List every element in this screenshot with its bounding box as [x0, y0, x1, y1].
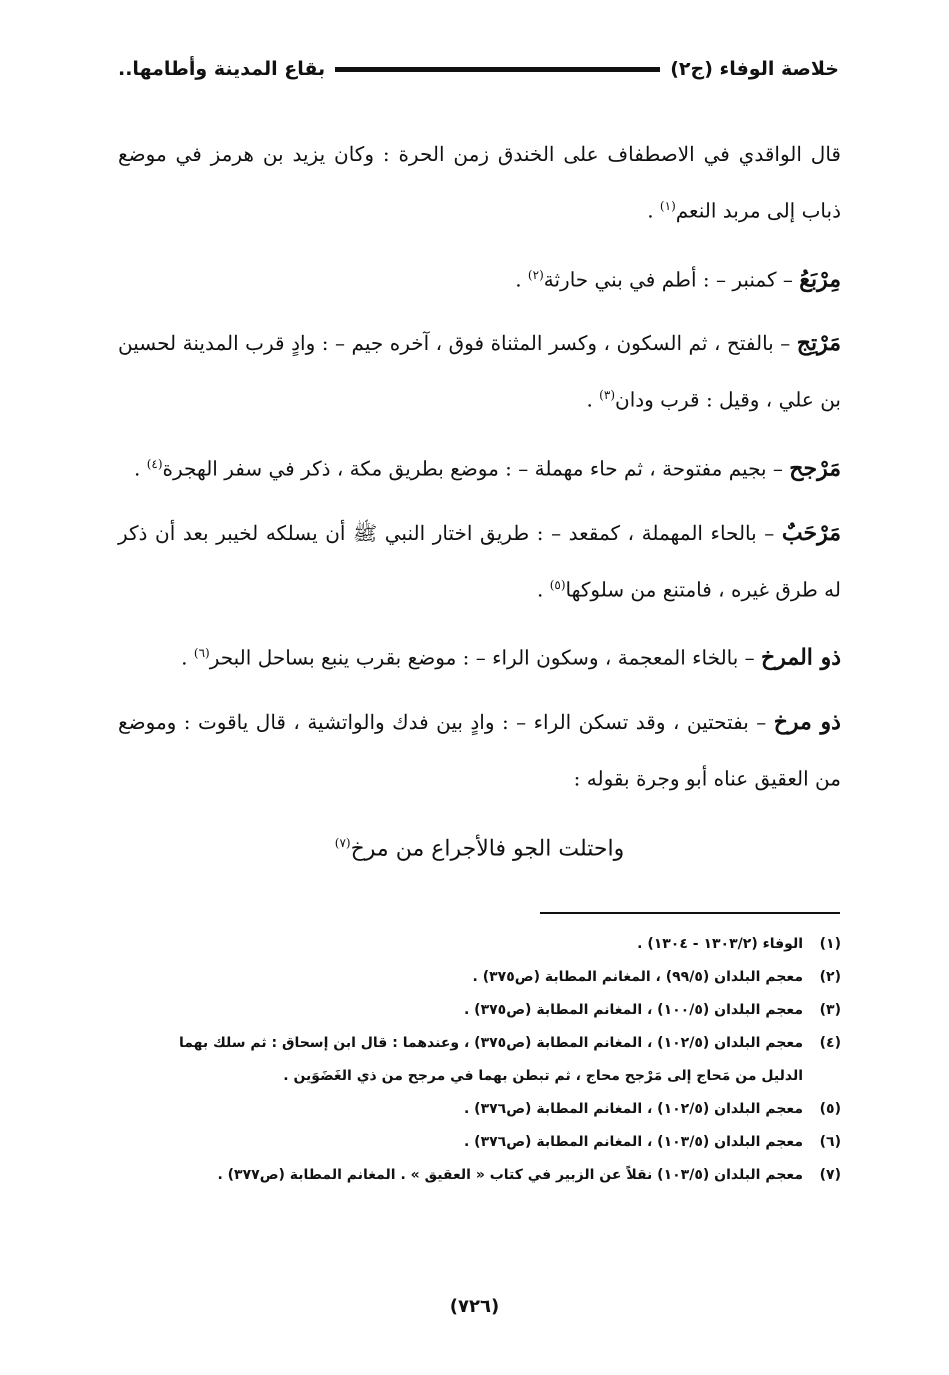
entry-head: مَرْجح	[789, 455, 841, 482]
footnote-ref: (٦)	[193, 646, 210, 661]
footnote-ref: (٤)	[146, 456, 163, 471]
footnote-text: معجم البلدان (١٠٠/٥) ، المغانم المطابة (ص٣٧٥) .	[463, 1002, 803, 1018]
header-rule	[335, 67, 660, 72]
footnote-1	[140, 928, 841, 961]
section-title: بقاع المدينة وأطامها..	[118, 58, 326, 80]
footnote-text: معجم البلدان (٩٩/٥) ، المغانم المطابة (ص٣٧٥) .	[472, 969, 803, 985]
entry-text: – بالحاء المهملة ، كمقعد – : طريق اختار النبي ﷺ أن يسلكه لخيبر بعد أن ذكر له طرق غيره ، فامتنع من سلوكها	[118, 520, 841, 602]
footnote-text: معجم البلدان (١٠٣/٥) ، المغانم المطابة (ص٣٧٦) .	[463, 1134, 803, 1150]
footnote-6	[140, 1126, 841, 1159]
footnote-3	[140, 994, 841, 1027]
paragraph-3	[118, 317, 841, 426]
entry-head: مِرْبَعُ	[799, 266, 841, 293]
entry-head: ذو المرخ	[761, 644, 841, 671]
footnotes	[140, 928, 841, 1192]
book-title: خلاصة الوفاء (ج٢)	[670, 58, 839, 80]
footnote-text: معجم البلدان (١٠٢/٥) ، المغانم المطابة (ص٣٧٦) .	[463, 1101, 803, 1117]
paragraph-1	[118, 128, 841, 237]
footnote-separator	[540, 912, 840, 914]
entry-text: – بالفتح ، ثم السكون ، وكسر المثناة فوق ، آخره جيم – : وادٍ قرب المدينة لحسين بن علي ، وقيل : قرب ودان	[118, 331, 841, 412]
paragraph-7	[118, 696, 841, 805]
entry-end: .	[181, 645, 194, 670]
footnote-ref: (٥)	[549, 577, 566, 592]
main-text	[118, 128, 841, 875]
entry-text: – بفتحتين ، وقد تسكن الراء – : وادٍ بين فدك والواتشية ، قال ياقوت : وموضع من العقيق عناه أبو وجرة بقوله :	[118, 709, 841, 791]
entry-end: .	[515, 267, 528, 292]
paragraph-6	[118, 627, 841, 684]
footnote-number: (٤)	[819, 1035, 841, 1051]
footnote-ref: (٣)	[599, 388, 615, 403]
entry-head: ذو مرخ	[773, 708, 841, 735]
poetry-verse	[118, 817, 841, 875]
footnote-4	[140, 1027, 841, 1093]
entry-end: .	[647, 198, 660, 223]
footnote-text: معجم البلدان (١٠٢/٥) ، المغانم المطابة (ص٣٧٥) ، وعندهما : قال ابن إسحاق : ثم سلك بهما الدليل من مَحاج إلى مَرْجح محاج ، ثم تبطن بهما في مرجح من ذي الغَضَوَين .	[178, 1035, 803, 1084]
verse-text: واحتلت الجو فالأجراع من مرخ	[350, 835, 625, 861]
footnote-number: (٥)	[819, 1101, 841, 1117]
footnote-number: (٧)	[819, 1167, 841, 1183]
entry-end: .	[134, 456, 147, 481]
running-header	[118, 52, 839, 86]
paragraph-2	[118, 249, 841, 306]
footnote-ref: (٧)	[334, 835, 351, 850]
footnote-number: (٣)	[819, 1002, 841, 1018]
footnote-7	[140, 1159, 841, 1192]
page-number: (٧٢٦)	[449, 1296, 500, 1317]
paragraph-4	[118, 438, 841, 495]
entry-head: مَرْحَبٌ	[781, 519, 841, 546]
footnote-number: (٢)	[819, 969, 841, 985]
entry-text: – بالخاء المعجمة ، وسكون الراء – : موضع بقرب ينبع بساحل البحر	[209, 645, 762, 670]
footnote-5	[140, 1093, 841, 1126]
footnote-ref: (٢)	[527, 267, 544, 282]
entry-text: – كمنبر – : أطم في بني حارثة	[543, 267, 800, 292]
entry-end: .	[536, 577, 550, 602]
entry-text: قال الواقدي في الاصطفاف على الخندق زمن الحرة : وكان يزيد بن هرمز في موضع ذباب إلى مربد النعم	[118, 142, 841, 223]
entry-head: مَرْتِج	[796, 330, 841, 357]
footnote-text: الوفاء (١٣٠٣/٢ - ١٣٠٤) .	[637, 936, 803, 952]
footnote-2	[140, 961, 841, 994]
paragraph-5	[118, 507, 841, 616]
footnote-ref: (١)	[659, 199, 676, 213]
entry-end: .	[586, 387, 600, 412]
footnote-number: (٦)	[819, 1134, 841, 1150]
footnote-text: معجم البلدان (١٠٣/٥) نقلاً عن الزبير في كتاب « العقيق » . المغانم المطابة (ص٣٧٧) .	[217, 1167, 803, 1183]
entry-text: – بجيم مفتوحة ، ثم حاء مهملة – : موضع بطريق مكة ، ذكر في سفر الهجرة	[162, 456, 790, 481]
footnote-number: (١)	[819, 936, 841, 952]
